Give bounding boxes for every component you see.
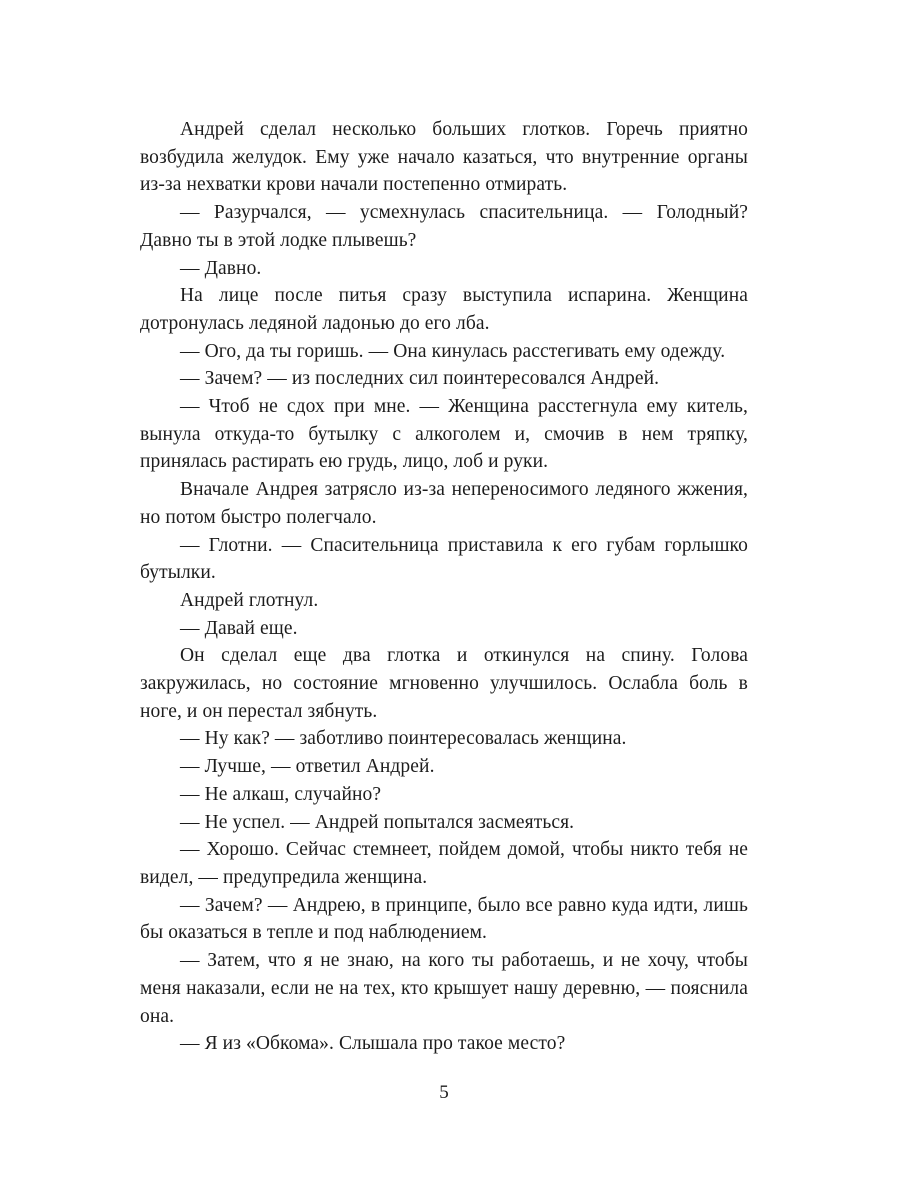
paragraph: — Глотни. — Спасительница приставила к его губам горлышко бутылки. — [140, 534, 748, 584]
paragraph: — Ого, да ты горишь. — Она кинулась расстегивать ему одежду. — [180, 340, 726, 362]
paragraph: — Я из «Обкома». Слышала про такое место? — [180, 1033, 566, 1055]
paragraph: — Затем, что я не знаю, на кого ты работаешь, и не хочу, чтобы меня наказали, если не на тех, кто крышует нашу деревню, — пояснила она. — [140, 950, 748, 1027]
paragraph: На лице после питья сразу выступила испарина. Женщина дотронулась ледяной ладонью до его лба. — [140, 285, 748, 334]
paragraph: — Ну как? — заботливо поинтересовалась женщина. — [180, 728, 627, 750]
page-number: 5 — [439, 1082, 449, 1103]
paragraph: — Давно. — [180, 257, 262, 279]
paragraph: — Лучше, — ответил Андрей. — [180, 756, 435, 778]
paragraph: — Не успел. — Андрей попытался засмеяться. — [180, 811, 575, 833]
paragraph: — Зачем? — Андрею, в принципе, было все равно куда идти, лишь бы оказаться в тепле и под наблюдением. — [140, 894, 748, 944]
paragraph: — Чтоб не сдох при мне. — Женщина расстегнула ему китель, вынула откуда-то бутылку с алкоголем и, смочив в нем тряпку, принялась растирать ею грудь, лицо, лоб и руки. — [140, 396, 748, 473]
paragraph: — Зачем? — из последних сил поинтересовался Андрей. — [180, 368, 660, 390]
paragraph: Он сделал еще два глотка и откинулся на спину. Голова закружилась, но состояние мгновенно улучшилось. Ослабла боль в ноге, и он перестал зябнуть. — [140, 645, 748, 722]
paragraph: — Хорошо. Сейчас стемнеет, пойдем домой, чтобы никто тебя не видел, — предупредила женщина. — [140, 839, 748, 888]
paragraph: — Не алкаш, случайно? — [180, 783, 382, 805]
page-text — [140, 116, 748, 1058]
paragraph: — Разурчался, — усмехнулась спасительница. — Голодный? Давно ты в этой лодке плывешь? — [140, 202, 748, 251]
paragraph: Андрей сделал несколько больших глотков. Горечь приятно возбудила желудок. Ему уже начало казаться, что внутренние органы из-за нехватки крови начали постепенно отмирать. — [140, 119, 748, 196]
paragraph: Вначале Андрея затрясло из-за непереносимого ледяного жжения, но потом быстро полегчало. — [140, 479, 748, 528]
paragraph: Андрей глотнул. — [180, 589, 319, 611]
paragraph: — Давай еще. — [180, 617, 298, 639]
